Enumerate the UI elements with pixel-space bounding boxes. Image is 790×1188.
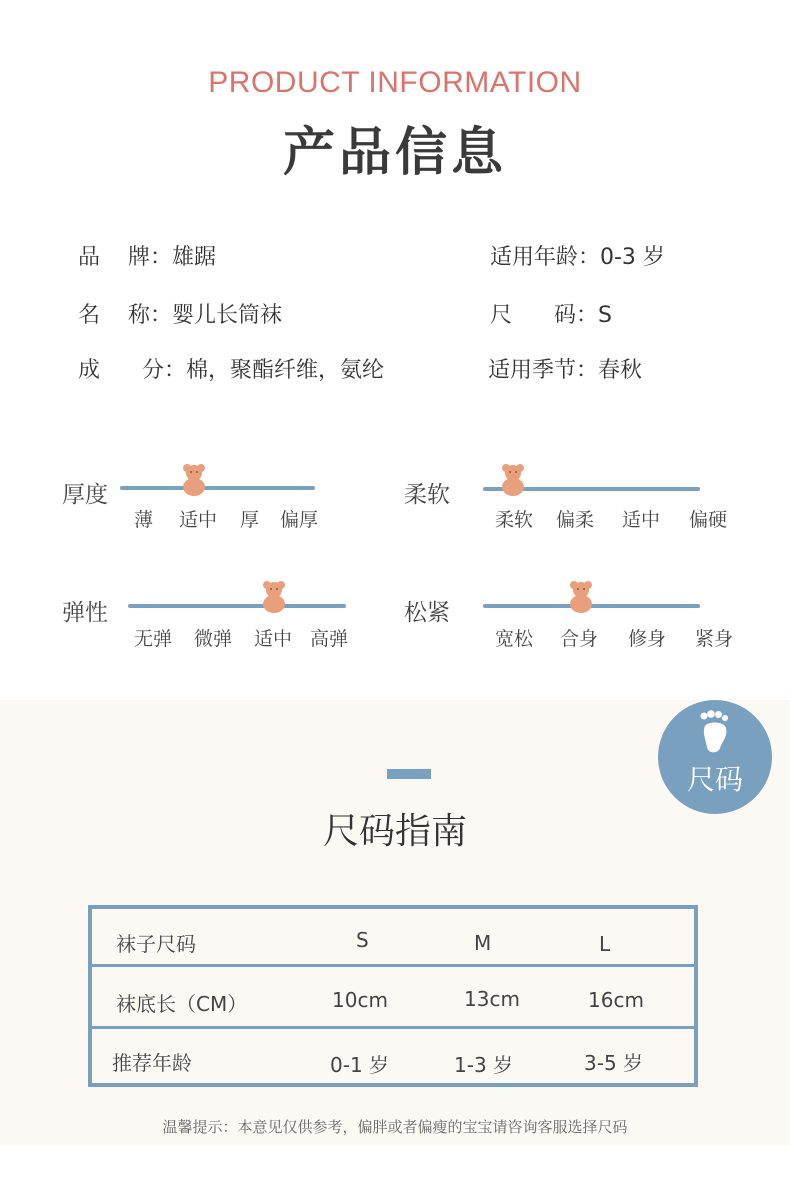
info-name: 名 称：婴儿长筒袜 (78, 303, 282, 328)
scale-tick: 微弹 (194, 628, 233, 650)
scale-label-softness: 柔软 (404, 482, 450, 508)
scale-tick: 修身 (628, 628, 667, 650)
bear-marker-icon (179, 462, 209, 496)
table-cell: S (356, 928, 369, 952)
badge-label: 尺码 (686, 763, 743, 796)
chinese-title: 产品信息 (282, 123, 507, 183)
info-brand: 品 牌：雄踞 (78, 245, 216, 270)
info-size: 尺 码：S (490, 303, 612, 328)
scale-tick: 适中 (622, 509, 661, 531)
scale-tick: 偏厚 (280, 509, 319, 531)
tip-text: 温馨提示：本意见仅供参考，偏胖或者偏瘦的宝宝请咨询客服选择尺码 (162, 1118, 628, 1136)
info-material: 成 分：棉，聚酯纤维，氨纶 (78, 358, 384, 383)
table-cell: L (599, 932, 611, 956)
table-cell: M (474, 931, 492, 955)
scale-label-elasticity: 弹性 (62, 600, 108, 626)
scale-label-thickness: 厚度 (62, 482, 108, 508)
table-divider (92, 1026, 694, 1029)
table-cell: 0-1 岁 (330, 1053, 390, 1077)
size-table (88, 905, 698, 1087)
table-cell: 3-5 岁 (584, 1051, 644, 1075)
scale-tick: 厚 (240, 509, 260, 531)
scale-tick: 合身 (560, 628, 599, 650)
scale-tick: 宽松 (495, 628, 534, 650)
table-cell: 1-3 岁 (454, 1053, 514, 1077)
english-title: PRODUCT INFORMATION (208, 66, 582, 99)
scale-tick: 偏柔 (556, 509, 595, 531)
info-age: 适用年龄：0-3 岁 (490, 245, 665, 270)
table-cell: 16cm (588, 988, 644, 1012)
scale-tick: 薄 (134, 509, 154, 531)
table-cell: 推荐年龄 (112, 1051, 192, 1075)
size-guide-title: 尺码指南 (322, 811, 467, 852)
table-cell: 13cm (464, 987, 520, 1011)
bear-marker-icon (259, 579, 289, 613)
table-cell: 袜底长（CM） (116, 992, 248, 1016)
scale-tick: 无弹 (134, 628, 173, 650)
size-badge (658, 700, 772, 814)
table-cell: 袜子尺码 (116, 932, 196, 956)
scale-tick: 高弹 (310, 628, 349, 650)
bear-marker-icon (498, 462, 528, 496)
scale-line-elasticity (128, 604, 346, 608)
scale-tick: 柔软 (495, 509, 534, 531)
scale-label-tightness: 松紧 (404, 600, 450, 626)
table-divider (92, 964, 694, 967)
scale-tick: 适中 (254, 628, 293, 650)
bear-marker-icon (566, 579, 596, 613)
scale-tick: 紧身 (695, 628, 734, 650)
scale-line-thickness (120, 486, 315, 490)
scale-tick: 偏硬 (689, 509, 728, 531)
footprint-icon (698, 710, 732, 754)
table-cell: 10cm (332, 988, 388, 1012)
decorative-dash (387, 769, 431, 779)
scale-tick: 适中 (179, 509, 218, 531)
info-season: 适用季节：春秋 (488, 358, 643, 383)
